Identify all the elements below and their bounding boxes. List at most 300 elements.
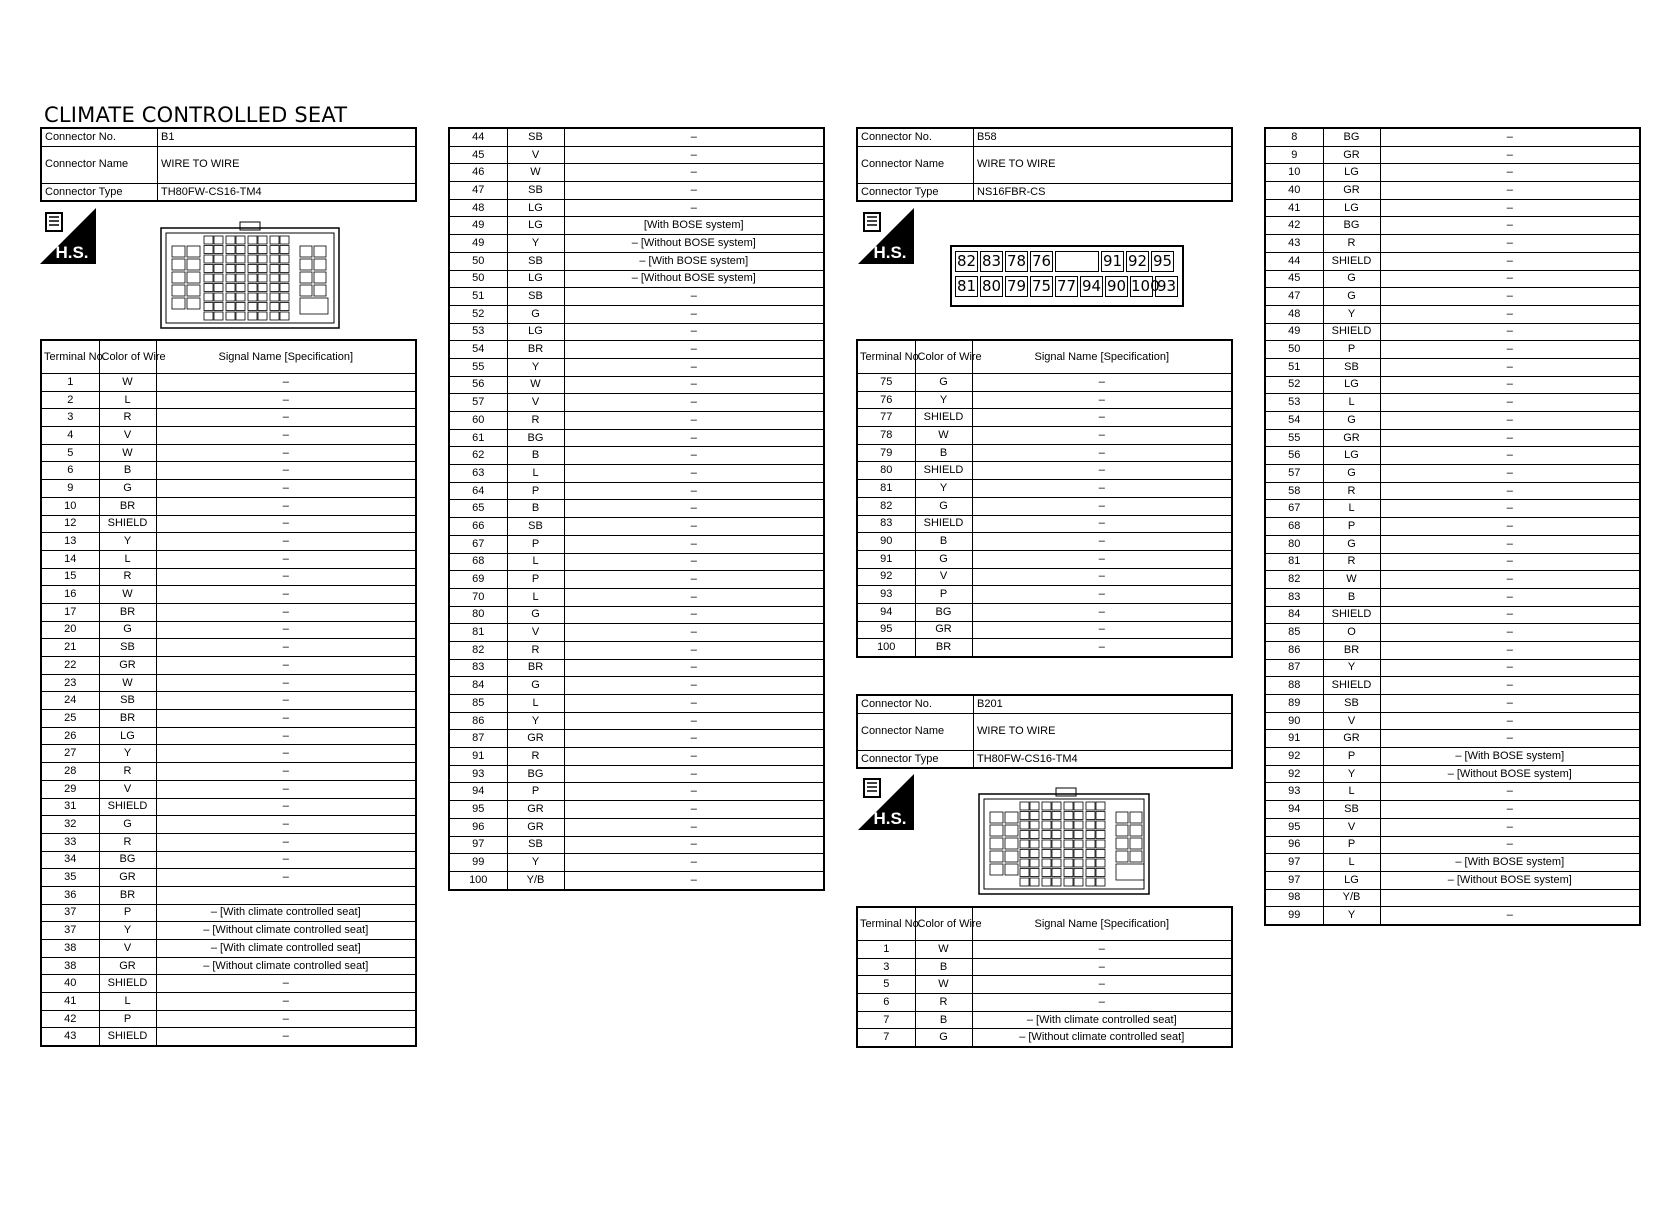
- terminal-no-cell: 40: [41, 975, 99, 993]
- table-row: [857, 1011, 1232, 1029]
- wire-color-cell: P: [1323, 341, 1380, 359]
- wire-color-cell: BR: [99, 710, 156, 728]
- signal-name-cell: –: [156, 869, 416, 887]
- terminal-no-cell: 48: [1265, 305, 1323, 323]
- terminal-no-cell: 58: [1265, 482, 1323, 500]
- terminal-no-cell: 68: [449, 553, 507, 571]
- terminal-no-cell: 41: [1265, 199, 1323, 217]
- table-row: [857, 533, 1232, 551]
- signal-name-cell: – [With BOSE system]: [1380, 854, 1640, 872]
- signal-name-cell: –: [972, 941, 1232, 959]
- terminal-no-cell: 85: [449, 695, 507, 713]
- table-row: [449, 341, 824, 359]
- terminal-no-cell: 1: [41, 374, 99, 392]
- wire-color-cell: Y/B: [1323, 889, 1380, 907]
- terminal-no-cell: 83: [449, 659, 507, 677]
- terminal-no-cell: 80: [1265, 535, 1323, 553]
- terminal-no-cell: 13: [41, 533, 99, 551]
- table-row: [41, 603, 416, 621]
- terminal-no-cell: 86: [449, 712, 507, 730]
- connector-pin: 94: [1081, 277, 1102, 295]
- terminal-no-cell: 77: [857, 409, 915, 427]
- wire-color-cell: Y: [915, 391, 972, 409]
- signal-name-cell: –: [156, 975, 416, 993]
- signal-name-cell: –: [564, 394, 824, 412]
- terminal-no-cell: 82: [449, 641, 507, 659]
- wire-color-cell: L: [1323, 783, 1380, 801]
- terminal-no-cell: 92: [857, 568, 915, 586]
- signal-name-cell: [With BOSE system]: [564, 217, 824, 235]
- terminal-no-cell: 66: [449, 518, 507, 536]
- table-row: [449, 818, 824, 836]
- table-row: [41, 427, 416, 445]
- wire-color-cell: B: [1323, 588, 1380, 606]
- connector-b58-terminal-table: [856, 339, 1233, 658]
- wire-color-cell: W: [99, 444, 156, 462]
- wire-color-cell: SHIELD: [99, 975, 156, 993]
- table-row: [1265, 500, 1640, 518]
- table-row: [1265, 270, 1640, 288]
- signal-name-cell: –: [1380, 588, 1640, 606]
- signal-name-cell: –: [156, 639, 416, 657]
- wire-color-cell: GR: [507, 818, 564, 836]
- wire-color-cell: G: [1323, 535, 1380, 553]
- signal-name-cell: –: [564, 553, 824, 571]
- signal-name-cell: –: [972, 533, 1232, 551]
- wire-color-cell: LG: [1323, 199, 1380, 217]
- signal-name-cell: –: [564, 465, 824, 483]
- signal-name-cell: –: [1380, 429, 1640, 447]
- signal-name-cell: –: [972, 444, 1232, 462]
- terminal-no-cell: 45: [449, 146, 507, 164]
- table-row: [41, 639, 416, 657]
- terminal-no-cell: 90: [1265, 712, 1323, 730]
- wire-color-cell: R: [99, 568, 156, 586]
- table-row: [449, 588, 824, 606]
- connector-pin: 100: [1131, 277, 1160, 295]
- wire-color-cell: V: [99, 780, 156, 798]
- table-row: [1265, 164, 1640, 182]
- terminal-no-cell: 86: [1265, 641, 1323, 659]
- signal-name-cell: –: [972, 374, 1232, 392]
- terminal-no-cell: 52: [1265, 376, 1323, 394]
- signal-name-cell: –: [1380, 358, 1640, 376]
- wire-color-cell: GR: [1323, 146, 1380, 164]
- terminal-no-cell: 51: [449, 288, 507, 306]
- signal-name-cell: –: [564, 659, 824, 677]
- table-row: [449, 659, 824, 677]
- terminal-no-cell: 3: [857, 958, 915, 976]
- wire-color-cell: W: [915, 976, 972, 994]
- wire-color-cell: P: [99, 1010, 156, 1028]
- terminal-no-cell: 93: [1265, 783, 1323, 801]
- table-row: [41, 568, 416, 586]
- connector-pin: 81: [956, 277, 977, 295]
- table-row: [41, 869, 416, 887]
- table-row: [857, 586, 1232, 604]
- signal-name-cell: –: [564, 606, 824, 624]
- terminal-no-cell: 6: [857, 994, 915, 1012]
- terminal-no-cell: 75: [857, 374, 915, 392]
- wire-color-cell: V: [99, 427, 156, 445]
- signal-name-cell: –: [1380, 394, 1640, 412]
- terminal-no-cell: 27: [41, 745, 99, 763]
- wire-color-cell: SB: [507, 836, 564, 854]
- table-row: [1265, 783, 1640, 801]
- table-row: [41, 780, 416, 798]
- table-row: [449, 624, 824, 642]
- signal-name-cell: –: [156, 480, 416, 498]
- terminal-no-cell: 98: [1265, 889, 1323, 907]
- wire-color-cell: LG: [1323, 871, 1380, 889]
- table-row: [449, 783, 824, 801]
- terminal-no-cell: 94: [1265, 801, 1323, 819]
- terminal-no-cell: 92: [1265, 748, 1323, 766]
- wire-color-cell: LG: [1323, 447, 1380, 465]
- terminal-no-cell: 47: [1265, 288, 1323, 306]
- table-row: [1265, 235, 1640, 253]
- table-row: [41, 374, 416, 392]
- signal-name-cell: –: [564, 871, 824, 889]
- signal-name-cell: –: [564, 677, 824, 695]
- wire-color-cell: W: [915, 427, 972, 445]
- signal-name-cell: –: [972, 621, 1232, 639]
- table-row: [857, 550, 1232, 568]
- signal-name-cell: –: [564, 429, 824, 447]
- terminal-no-cell: 50: [449, 270, 507, 288]
- signal-name-cell: –: [564, 128, 824, 146]
- terminal-no-cell: 96: [1265, 836, 1323, 854]
- color-of-wire-header: Color of Wire: [915, 907, 972, 941]
- signal-name-cell: – [With BOSE system]: [564, 252, 824, 270]
- connector-b58-info: [856, 127, 1233, 202]
- connector-name-value: WIRE TO WIRE: [974, 146, 1233, 183]
- table-row: [1265, 818, 1640, 836]
- wire-color-cell: P: [99, 904, 156, 922]
- wire-color-cell: G: [99, 480, 156, 498]
- terminal-no-cell: 64: [449, 482, 507, 500]
- wire-color-cell: R: [1323, 553, 1380, 571]
- table-row: [41, 710, 416, 728]
- signal-name-cell: –: [1380, 730, 1640, 748]
- connector-b1-terminal-table-continued: [448, 127, 825, 891]
- wire-color-cell: G: [915, 1029, 972, 1047]
- table-row: [41, 1010, 416, 1028]
- wire-color-cell: V: [507, 146, 564, 164]
- table-row: [449, 217, 824, 235]
- terminal-no-cell: 10: [41, 497, 99, 515]
- terminal-no-cell: 44: [1265, 252, 1323, 270]
- table-row: [449, 606, 824, 624]
- signal-name-cell: –: [564, 199, 824, 217]
- table-row: [41, 922, 416, 940]
- wire-color-cell: SHIELD: [99, 515, 156, 533]
- table-row: [1265, 588, 1640, 606]
- terminal-no-cell: 33: [41, 833, 99, 851]
- signal-name-cell: –: [156, 462, 416, 480]
- table-row: [41, 798, 416, 816]
- wire-color-cell: BR: [99, 497, 156, 515]
- signal-name-cell: –: [564, 765, 824, 783]
- terminal-no-cell: 91: [449, 748, 507, 766]
- wire-color-cell: LG: [99, 727, 156, 745]
- table-row: [449, 358, 824, 376]
- wire-color-cell: BR: [99, 603, 156, 621]
- wire-color-cell: SHIELD: [1323, 323, 1380, 341]
- table-row: [41, 497, 416, 515]
- signal-name-cell: – [Without climate controlled seat]: [156, 922, 416, 940]
- signal-name-cell: –: [156, 710, 416, 728]
- wire-color-cell: LG: [1323, 164, 1380, 182]
- table-row: [857, 568, 1232, 586]
- terminal-no-cell: 84: [449, 677, 507, 695]
- terminal-no-cell: 41: [41, 993, 99, 1011]
- signal-name-cell: –: [564, 182, 824, 200]
- signal-name-cell: – [With climate controlled seat]: [972, 1011, 1232, 1029]
- signal-name-cell: –: [156, 515, 416, 533]
- terminal-no-cell: 28: [41, 763, 99, 781]
- signal-name-cell: –: [156, 533, 416, 551]
- connector-pin: 90: [1106, 277, 1127, 295]
- table-row: [449, 765, 824, 783]
- table-row: [857, 941, 1232, 959]
- terminal-no-cell: 49: [1265, 323, 1323, 341]
- signal-name-cell: [156, 886, 416, 904]
- connector-name-value: WIRE TO WIRE: [158, 146, 417, 183]
- signal-name-cell: –: [156, 427, 416, 445]
- terminal-no-cell: 56: [1265, 447, 1323, 465]
- table-row: [41, 816, 416, 834]
- svg-text:H.S.: H.S.: [55, 243, 89, 262]
- signal-name-cell: –: [1380, 323, 1640, 341]
- table-row: [1265, 128, 1640, 146]
- table-row: [1265, 447, 1640, 465]
- terminal-no-cell: 88: [1265, 677, 1323, 695]
- terminal-no-cell: 31: [41, 798, 99, 816]
- table-row: [449, 146, 824, 164]
- wire-color-cell: L: [99, 550, 156, 568]
- wire-color-cell: BR: [1323, 641, 1380, 659]
- terminal-no-cell: 91: [1265, 730, 1323, 748]
- wire-color-cell: SB: [1323, 801, 1380, 819]
- signal-name-cell: –: [156, 780, 416, 798]
- terminal-no-cell: 44: [449, 128, 507, 146]
- wire-color-cell: BG: [915, 603, 972, 621]
- terminal-no-cell: 54: [1265, 412, 1323, 430]
- table-row: [449, 871, 824, 889]
- table-row: [1265, 553, 1640, 571]
- signal-name-cell: –: [564, 854, 824, 872]
- connector-pin: 95: [1152, 252, 1173, 270]
- wire-color-cell: LG: [507, 199, 564, 217]
- table-row: [1265, 412, 1640, 430]
- signal-name-cell: –: [156, 409, 416, 427]
- wire-color-cell: P: [507, 535, 564, 553]
- terminal-no-cell: 100: [857, 639, 915, 657]
- wire-color-cell: V: [915, 568, 972, 586]
- signal-name-cell: –: [156, 657, 416, 675]
- signal-name-cell: –: [156, 497, 416, 515]
- signal-name-cell: –: [564, 500, 824, 518]
- connector-type-label: Connector Type: [857, 750, 974, 768]
- wire-color-cell: V: [99, 940, 156, 958]
- table-row: [449, 518, 824, 536]
- terminal-no-cell: 94: [857, 603, 915, 621]
- terminal-no-cell: 5: [41, 444, 99, 462]
- table-row: [41, 515, 416, 533]
- signal-name-cell: –: [156, 745, 416, 763]
- wire-color-cell: SB: [507, 128, 564, 146]
- terminal-no-cell: 3: [41, 409, 99, 427]
- terminal-no-cell: 37: [41, 922, 99, 940]
- wire-color-cell: G: [99, 816, 156, 834]
- terminal-no-cell: 70: [449, 588, 507, 606]
- svg-text:H.S.: H.S.: [873, 243, 907, 262]
- signal-name-cell: –: [1380, 641, 1640, 659]
- terminal-no-cell: 61: [449, 429, 507, 447]
- connector-b58-face-diagram: [950, 245, 1184, 307]
- wire-color-cell: GR: [507, 801, 564, 819]
- signal-name-cell: – [Without climate controlled seat]: [972, 1029, 1232, 1047]
- terminal-no-cell: 83: [1265, 588, 1323, 606]
- signal-name-cell: –: [156, 851, 416, 869]
- wire-color-cell: R: [915, 994, 972, 1012]
- connector-pin: 92: [1127, 252, 1148, 270]
- terminal-no-cell: 89: [1265, 695, 1323, 713]
- signal-name-cell: –: [1380, 659, 1640, 677]
- signal-name-cell: –: [1380, 606, 1640, 624]
- wire-color-cell: SB: [507, 518, 564, 536]
- table-row: [41, 745, 416, 763]
- wire-color-cell: BG: [1323, 128, 1380, 146]
- terminal-no-cell: 5: [857, 976, 915, 994]
- signal-name-cell: –: [1380, 182, 1640, 200]
- wire-color-cell: R: [1323, 235, 1380, 253]
- terminal-no-cell: 45: [1265, 270, 1323, 288]
- signal-name-cell: –: [1380, 818, 1640, 836]
- table-row: [1265, 429, 1640, 447]
- terminal-no-cell: 7: [857, 1011, 915, 1029]
- signal-name-cell: –: [1380, 482, 1640, 500]
- wire-color-cell: L: [507, 588, 564, 606]
- wire-color-cell: B: [915, 1011, 972, 1029]
- table-row: [1265, 217, 1640, 235]
- wire-color-cell: GR: [99, 657, 156, 675]
- wire-color-cell: SB: [507, 182, 564, 200]
- table-row: [1265, 889, 1640, 907]
- svg-text:H.S.: H.S.: [873, 809, 907, 828]
- page-title: CLIMATE CONTROLLED SEAT: [44, 103, 348, 127]
- wire-color-cell: R: [99, 409, 156, 427]
- table-row: [449, 801, 824, 819]
- signal-name-cell: –: [564, 323, 824, 341]
- wire-color-cell: P: [915, 586, 972, 604]
- wire-color-cell: BG: [99, 851, 156, 869]
- connector-no-label: Connector No.: [857, 695, 974, 713]
- wire-color-cell: L: [507, 553, 564, 571]
- connector-type-label: Connector Type: [41, 183, 158, 201]
- signal-name-cell: –: [972, 603, 1232, 621]
- terminal-no-cell: 34: [41, 851, 99, 869]
- signal-name-cell: –: [1380, 801, 1640, 819]
- connector-pin: 93: [1156, 277, 1177, 295]
- wire-color-cell: V: [507, 394, 564, 412]
- signal-name-cell: –: [564, 571, 824, 589]
- wire-color-cell: P: [1323, 748, 1380, 766]
- terminal-no-cell: 57: [1265, 465, 1323, 483]
- wire-color-cell: GR: [915, 621, 972, 639]
- table-row: [41, 462, 416, 480]
- terminal-no-cell: 67: [449, 535, 507, 553]
- signal-name-cell: –: [1380, 518, 1640, 536]
- signal-name-cell: –: [1380, 270, 1640, 288]
- terminal-no-cell: 78: [857, 427, 915, 445]
- wire-color-cell: G: [1323, 270, 1380, 288]
- wire-color-cell: R: [507, 641, 564, 659]
- signal-name-cell: –: [156, 1028, 416, 1046]
- table-row: [449, 235, 824, 253]
- connector-b1-terminal-table: [40, 339, 417, 1047]
- terminal-no-cell: 17: [41, 603, 99, 621]
- signal-name-cell: –: [1380, 288, 1640, 306]
- wire-color-cell: GR: [99, 957, 156, 975]
- connector-pin: 82: [956, 252, 977, 270]
- wire-color-cell: Y: [507, 235, 564, 253]
- signal-name-cell: –: [156, 993, 416, 1011]
- connector-b1-info: [40, 127, 417, 202]
- table-row: [449, 748, 824, 766]
- color-of-wire-header: Color of Wire: [915, 340, 972, 374]
- table-row: [1265, 695, 1640, 713]
- terminal-no-cell: 26: [41, 727, 99, 745]
- wire-color-cell: R: [507, 748, 564, 766]
- signal-name-cell: –: [564, 818, 824, 836]
- terminal-no-cell: 37: [41, 904, 99, 922]
- wire-color-cell: BR: [507, 659, 564, 677]
- terminal-no-cell: 57: [449, 394, 507, 412]
- connector-b1-face-diagram: [160, 222, 340, 332]
- table-row: [41, 621, 416, 639]
- table-row: [41, 391, 416, 409]
- table-row: [1265, 323, 1640, 341]
- wire-color-cell: Y: [1323, 305, 1380, 323]
- signal-name-cell: –: [564, 288, 824, 306]
- wire-color-cell: SHIELD: [915, 515, 972, 533]
- signal-name-cell: –: [1380, 571, 1640, 589]
- signal-name-cell: –: [156, 833, 416, 851]
- table-row: [1265, 482, 1640, 500]
- terminal-no-cell: 63: [449, 465, 507, 483]
- signal-name-cell: –: [1380, 341, 1640, 359]
- table-row: [449, 305, 824, 323]
- wire-color-cell: B: [915, 444, 972, 462]
- connector-name-label: Connector Name: [41, 146, 158, 183]
- terminal-no-cell: 68: [1265, 518, 1323, 536]
- wire-color-cell: B: [507, 447, 564, 465]
- hs-icon: [40, 208, 96, 264]
- terminal-no-cell: 53: [449, 323, 507, 341]
- table-row: [1265, 871, 1640, 889]
- terminal-no-cell: 54: [449, 341, 507, 359]
- table-row: [857, 374, 1232, 392]
- wire-color-cell: G: [99, 621, 156, 639]
- signal-name-cell: –: [972, 958, 1232, 976]
- signal-name-cell: – [Without BOSE system]: [1380, 871, 1640, 889]
- terminal-no-cell: 99: [449, 854, 507, 872]
- wire-color-cell: GR: [1323, 429, 1380, 447]
- wire-color-cell: G: [507, 606, 564, 624]
- table-row: [857, 621, 1232, 639]
